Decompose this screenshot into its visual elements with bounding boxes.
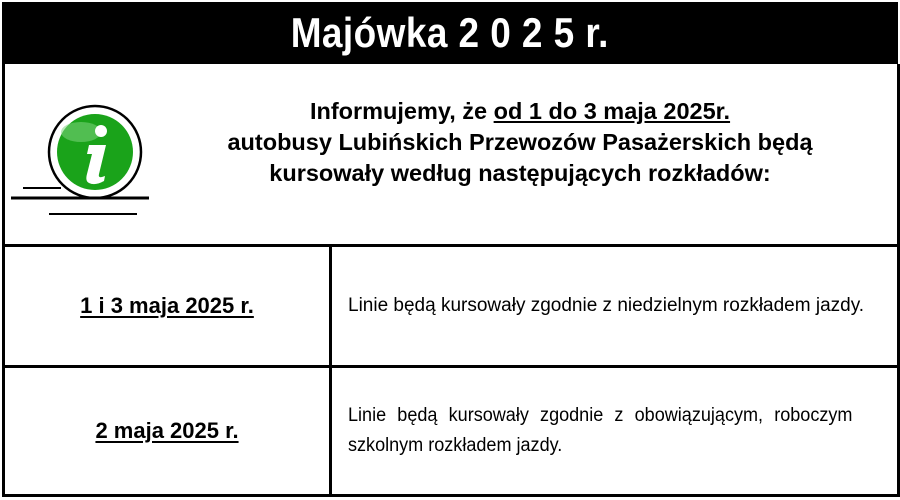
schedule-row — [5, 247, 897, 368]
info-icon — [9, 102, 159, 222]
info-line-1 — [165, 96, 875, 127]
description-cell — [332, 247, 897, 365]
date-label: 1 i 3 maja 2025 r. — [80, 293, 254, 318]
description-cell — [332, 368, 897, 494]
info-line-1-prefix: Informujemy, że — [309, 98, 494, 124]
info-line-2: autobusy Lubińskich Przewozów Pasażerskich będą — [227, 129, 813, 155]
info-message — [165, 96, 875, 189]
date-label: 2 maja 2025 r. — [95, 418, 239, 443]
date-range: od 1 do 3 maja 2025r. — [493, 98, 731, 124]
date-cell — [5, 368, 332, 494]
notice-frame — [2, 64, 900, 497]
page-title: Majówka 2 0 2 5 r. — [290, 9, 610, 56]
info-section — [5, 64, 897, 247]
description-text: Linie będą kursowały zgodnie z obowiązującym, roboczym szkolnym rozkładem jazdy. — [348, 405, 853, 456]
info-line-3: kursowały według następujących rozkładów: — [269, 160, 771, 186]
description-text: Linie będą kursowały zgodnie z niedzielnym rozkładem jazdy. — [348, 295, 865, 316]
date-cell — [5, 247, 332, 365]
schedule-row — [5, 368, 897, 494]
title-bar — [2, 2, 898, 64]
